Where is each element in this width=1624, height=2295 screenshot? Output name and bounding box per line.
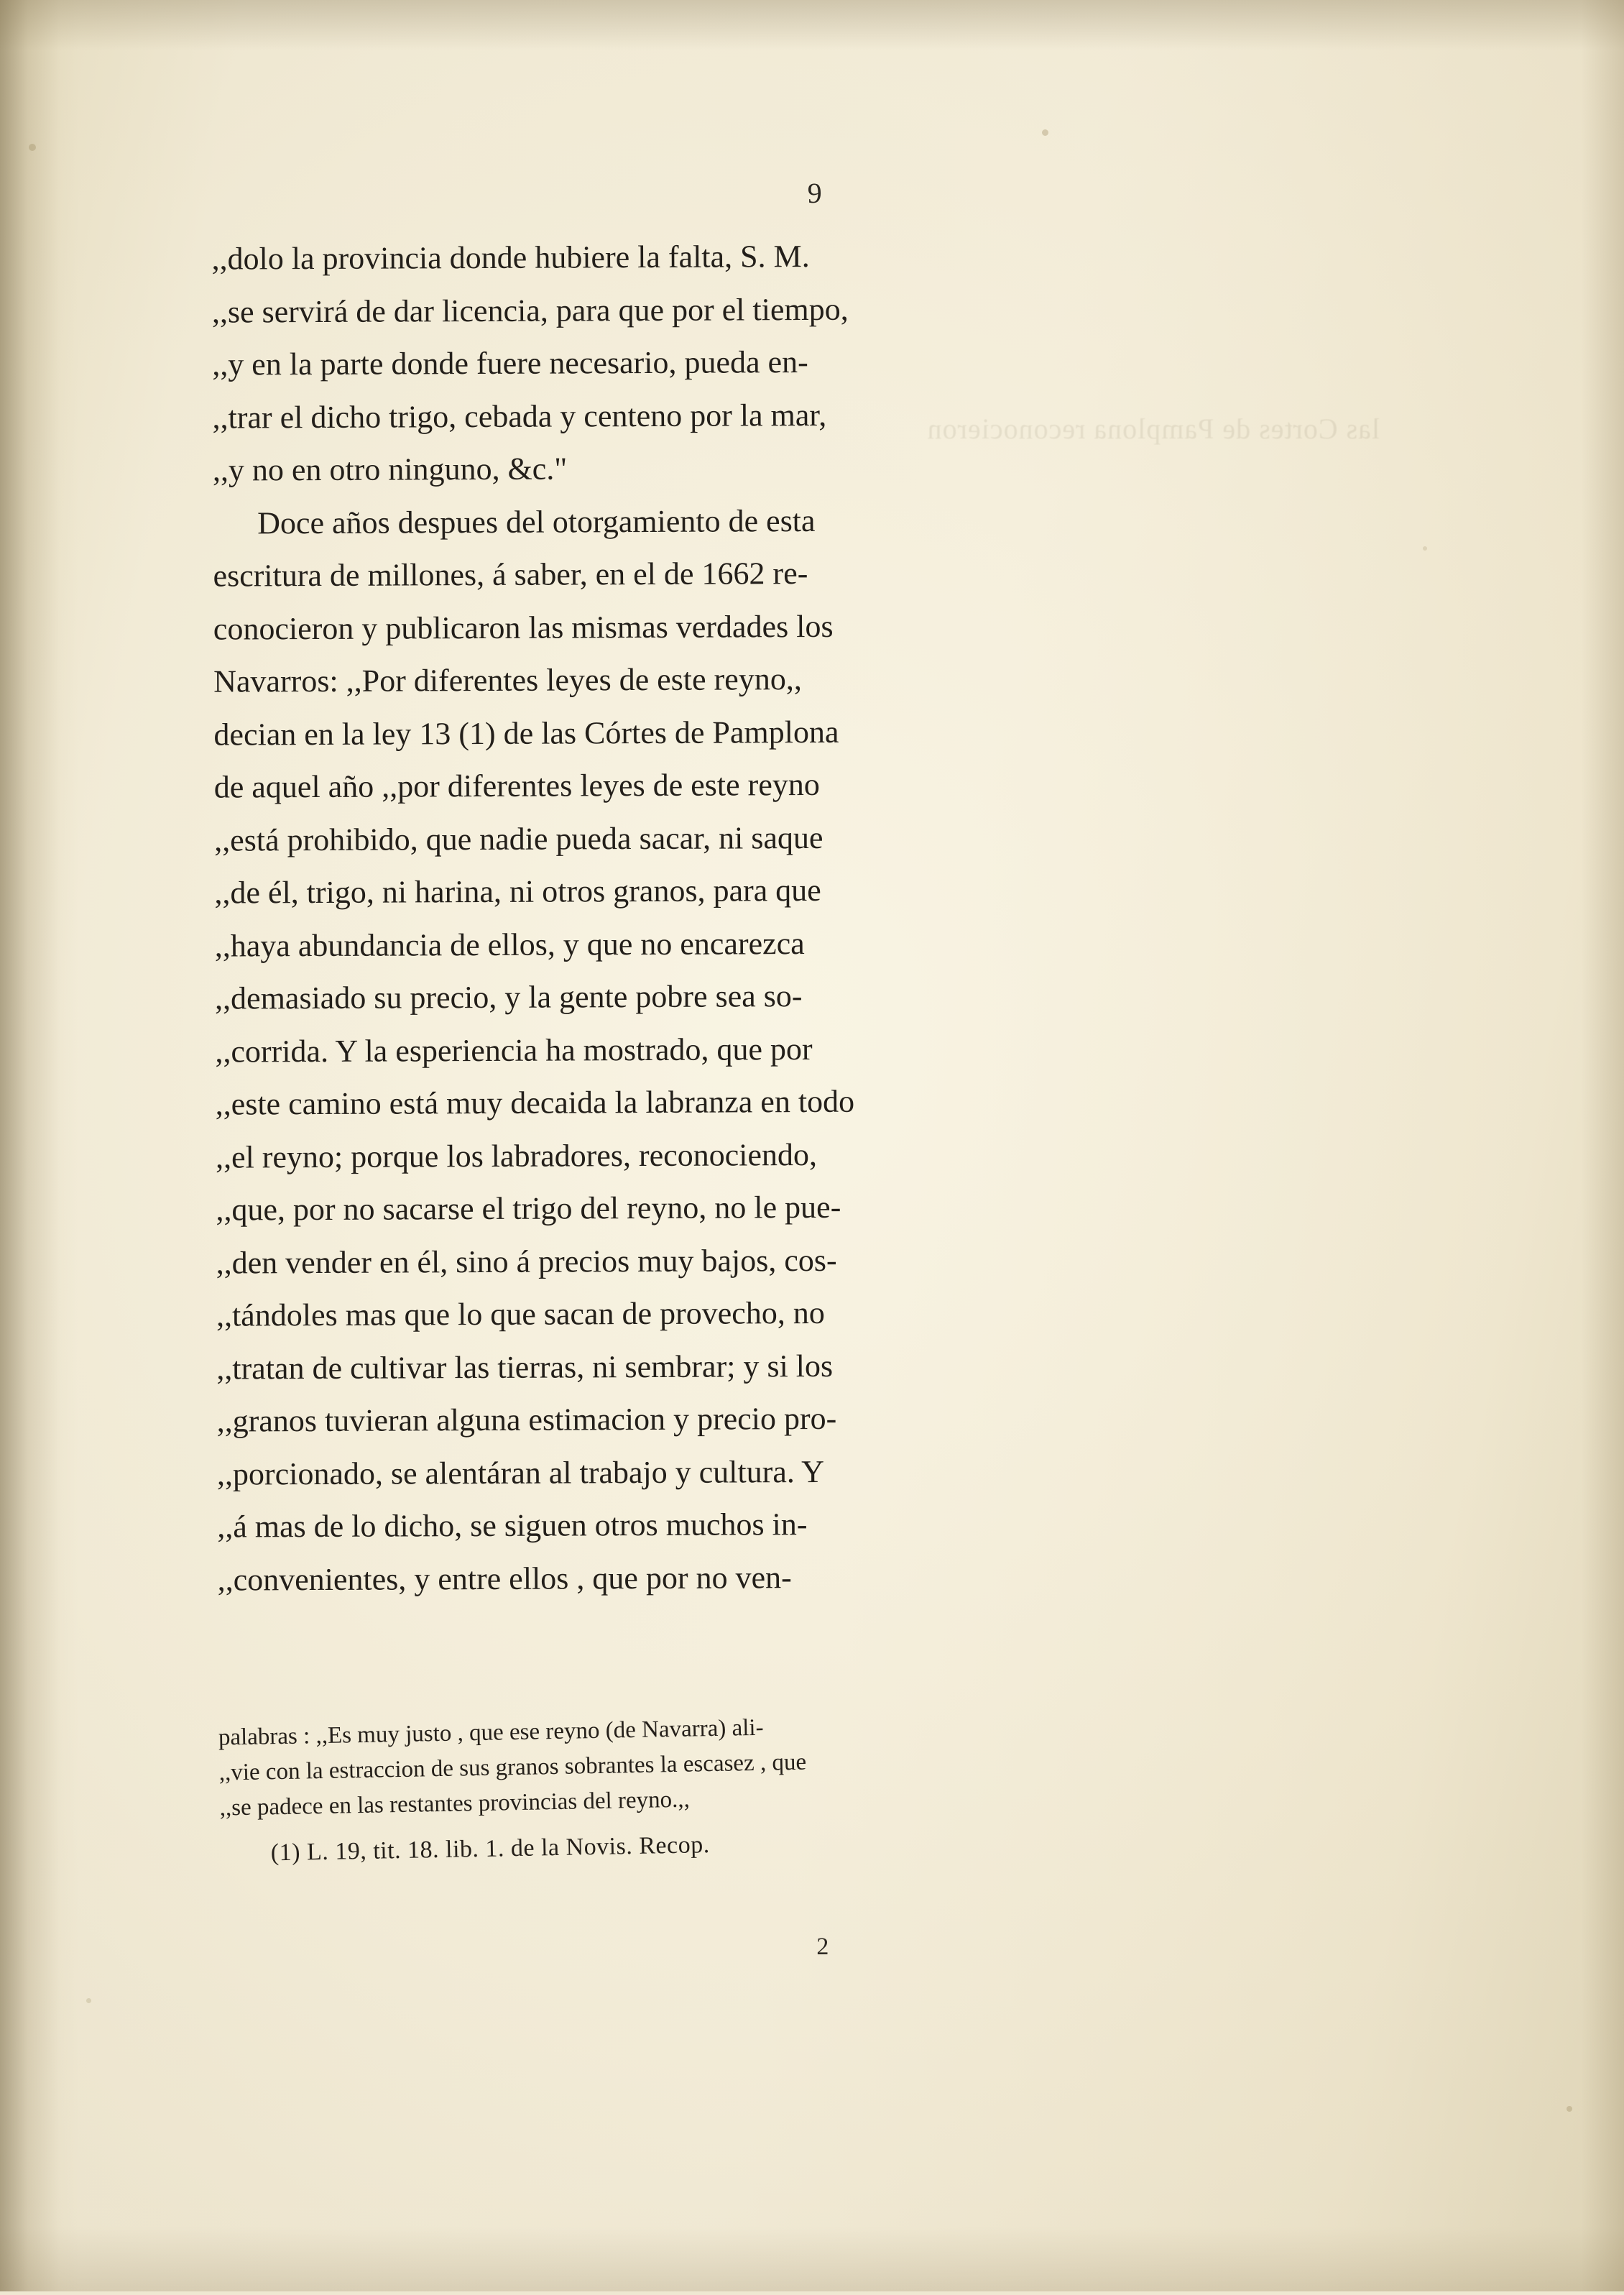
paragraph-line: ,,este camino está muy decaida la labranza en todo <box>215 1083 855 1122</box>
paragraph-line: Doce años despues del otorgamiento de esta <box>257 502 816 541</box>
paragraph-line: ,,corrida. Y la esperiencia ha mostrado, que por <box>215 1031 813 1070</box>
quote-line: ,,dolo la provincia donde hubiere la falta, S. M. <box>211 239 810 277</box>
quote-line: ,,trar el dicho trigo, cebada y centeno por la mar, <box>212 397 827 436</box>
footnote-rule <box>218 1692 1267 1698</box>
paragraph-line: ,,de él, trigo, ni harina, ni otros granos, para que <box>214 872 821 911</box>
paragraph-line: ,,que, por no sacarse el trigo del reyno, no le pue- <box>216 1189 841 1228</box>
folio-number-text: 9 <box>807 176 823 210</box>
paragraph-line: ,,granos tuvieran alguna estimacion y precio pro- <box>216 1400 837 1439</box>
body-text <box>211 228 1273 1606</box>
paragraph-line: Navarros: ,,Por diferentes leyes de este reyno,, <box>213 661 802 699</box>
paragraph-line: ,,den vender en él, sino á precios muy bajos, cos- <box>216 1242 837 1281</box>
paragraph-line: ,,convenientes, y entre ellos , que por no ven- <box>217 1559 792 1598</box>
paragraph-line: ,,tratan de cultivar las tierras, ni sembrar; y si los <box>216 1348 834 1386</box>
paragraph-line: ,,haya abundancia de ellos, y que no encarezca <box>214 925 805 964</box>
paragraph-line: conocieron y publicaron las mismas verdades los <box>213 608 834 647</box>
paragraph-line: escritura de millones, á saber, en el de 1662 re- <box>213 556 808 594</box>
paragraph-line: de aquel año ,,por diferentes leyes de este reyno <box>213 766 820 805</box>
paragraph-line: ,,está prohibido, que nadie pueda sacar, ni saque <box>214 819 823 858</box>
paragraph-line: ,,demasiado su precio, y la gente pobre sea so- <box>214 978 803 1016</box>
paragraph-line: decian en la ley 13 (1) de las Córtes de Pamplona <box>213 714 839 753</box>
quote-line: ,,se servirá de dar licencia, para que por el tiempo, <box>211 291 849 330</box>
verso-showthrough: las Cortes de Pamplona reconocieron <box>926 413 1380 445</box>
folio-number <box>0 173 1620 213</box>
paragraph-line: ,,porcionado, se alentáran al trabajo y cultura. Y <box>216 1453 825 1492</box>
quote-line: ,,y en la parte donde fuere necesario, pueda en- <box>212 344 808 382</box>
footnote-line: ,,se padece en las restantes provincias del reyno.,, <box>219 1786 691 1821</box>
signature-mark: 2 <box>816 1933 829 1960</box>
footnote-line: ,,vie con la estraccion de sus granos sobrantes la escasez , que <box>218 1749 807 1786</box>
quote-line: ,,y no en otro ninguno, &c." <box>212 451 568 488</box>
footnote-line: palabras : ,,Es muy justo , que ese reyno (de Navarra) ali- <box>218 1714 764 1751</box>
paragraph-line: ,,tándoles mas que lo que sacan de provecho, no <box>216 1294 825 1333</box>
footnote-block <box>218 1701 1277 1872</box>
paragraph-line: ,,á mas de lo dicho, se siguen otros muchos in- <box>217 1507 808 1545</box>
footnote-reference: (1) L. 19, tit. 18. lib. 1. de la Novis. Recop. <box>270 1831 710 1867</box>
paragraph-line: ,,el reyno; porque los labradores, reconociendo, <box>215 1136 818 1175</box>
